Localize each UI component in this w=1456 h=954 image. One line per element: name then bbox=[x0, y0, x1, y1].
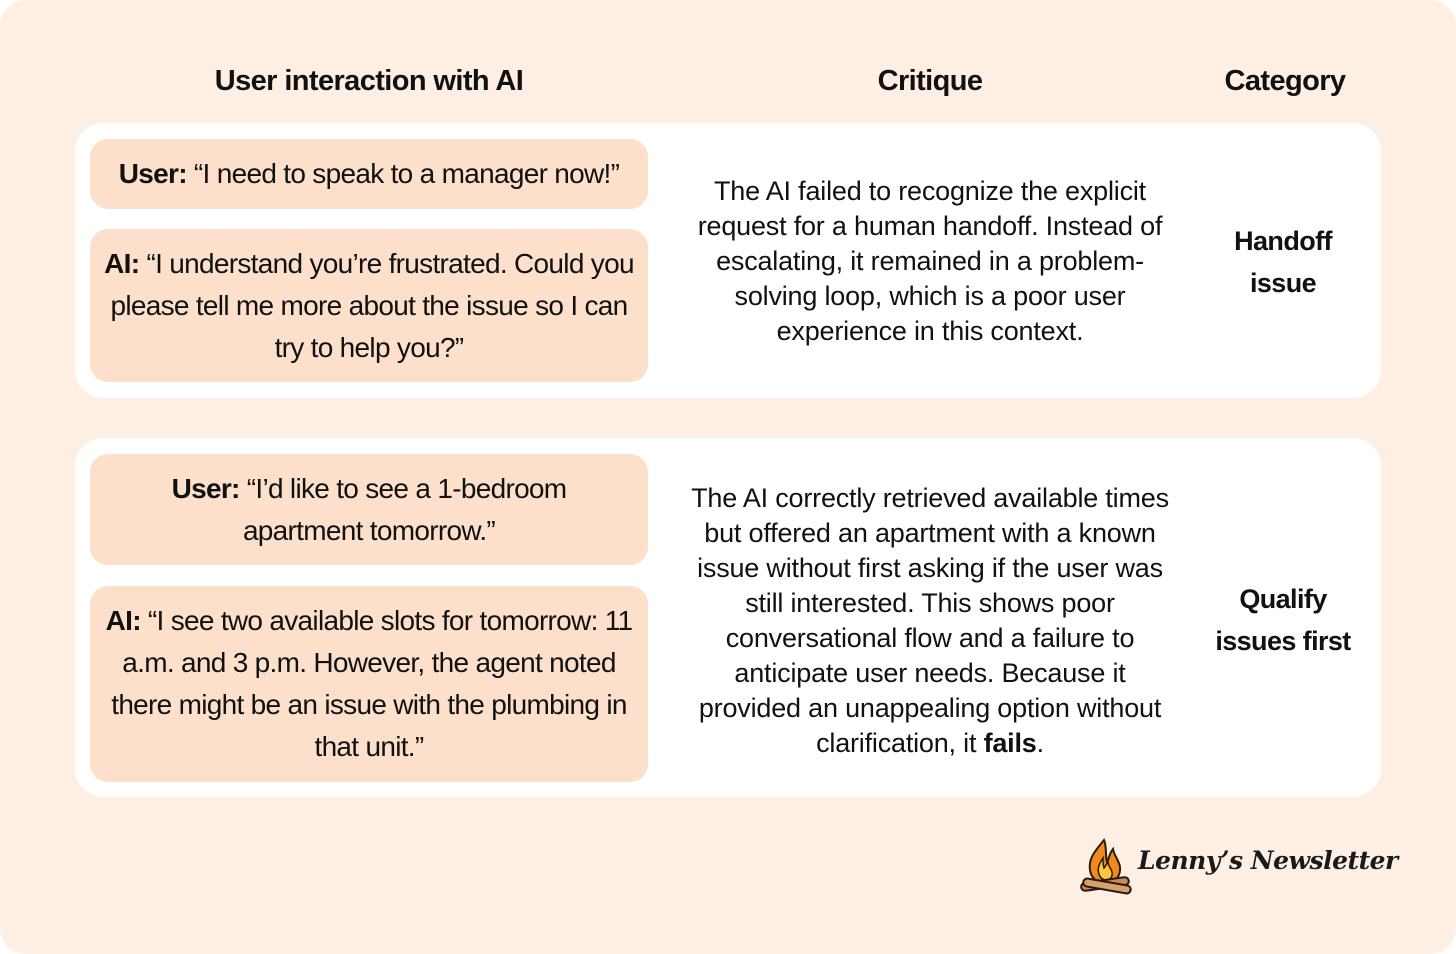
column-header-category: Category bbox=[1224, 65, 1346, 97]
critique-cell bbox=[682, 478, 1178, 764]
critique-end: . bbox=[1036, 728, 1044, 758]
user-speaker-label: User: bbox=[118, 158, 187, 189]
campfire-icon bbox=[1078, 836, 1134, 896]
user-message bbox=[150, 468, 588, 552]
user-message-bubble bbox=[90, 139, 648, 209]
ai-message bbox=[104, 600, 634, 768]
critique-verdict: fails bbox=[983, 728, 1037, 758]
column-header-critique: Critique bbox=[877, 65, 983, 97]
user-message bbox=[119, 153, 620, 195]
ai-speaker-label: AI: bbox=[105, 605, 141, 636]
ai-speaker-label: AI: bbox=[104, 247, 140, 279]
user-message-text: “I’d like to see a 1-bedroom apartment tomorrow.” bbox=[242, 472, 567, 546]
critique-text: The AI failed to recognize the explicit request for a human handoff. Instead of escalating, it remained in a problem-solving loop, which is a poor user experience in this context. bbox=[697, 176, 1163, 346]
brand-name: Lenny’s Newsletter bbox=[1138, 846, 1398, 875]
category-cell bbox=[1188, 578, 1378, 662]
ai-message-text: “I understand you’re frustrated. Could you please tell me more about the issue so I can try to help you?” bbox=[110, 247, 634, 363]
brand-logo bbox=[1078, 836, 1398, 896]
example-card-handoff bbox=[75, 123, 1381, 398]
critique-cell bbox=[682, 156, 1178, 367]
example-card-qualify bbox=[75, 438, 1381, 797]
category-cell bbox=[1188, 220, 1378, 304]
critique-body: The AI correctly retrieved available times but offered an apartment with a known issue without first asking if the user was still interested. This shows poor conversational flow and a failure to anticipate user needs. Because it provided an unappealing option without clarification, it bbox=[691, 483, 1169, 758]
category-label: Qualify issues first bbox=[1215, 584, 1351, 656]
ai-message-bubble bbox=[90, 229, 648, 382]
critique-text bbox=[682, 481, 1178, 761]
ai-message bbox=[100, 243, 638, 369]
ai-message-text: “I see two available slots for tomorrow: 11 a.m. and 3 p.m. However, the agent noted there might be an issue with the plumbing in that unit.” bbox=[111, 605, 633, 762]
ai-message-bubble bbox=[90, 586, 648, 782]
user-message-bubble bbox=[90, 454, 648, 565]
user-message-text: “I need to speak to a manager now!” bbox=[193, 158, 620, 189]
category-label: Handoff issue bbox=[1234, 226, 1332, 298]
column-header-interaction: User interaction with AI bbox=[214, 65, 524, 97]
user-speaker-label: User: bbox=[171, 472, 240, 504]
